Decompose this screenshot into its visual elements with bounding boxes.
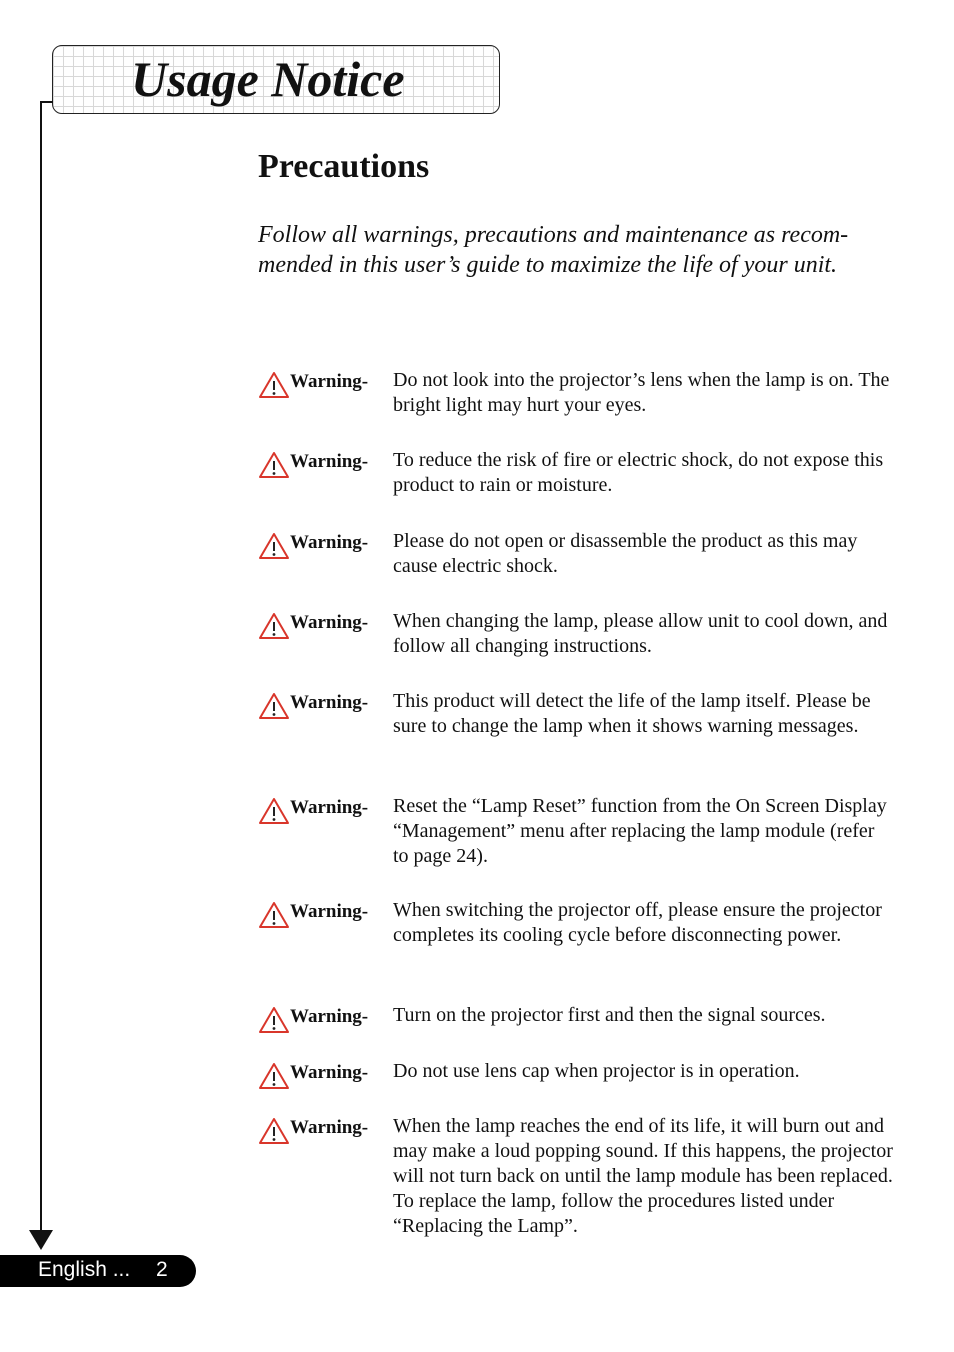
warning-label: Warning-	[290, 1062, 369, 1083]
title-box	[52, 45, 500, 114]
warning-label: Warning-	[290, 612, 369, 633]
warning-label: Warning-	[290, 1006, 369, 1027]
warning-text: When changing the lamp, please allow unit to cool down, and follow all changing instructions.	[393, 610, 888, 657]
section-heading: Precautions	[258, 148, 430, 185]
warning-text: To reduce the risk of fire or electric shock, do not expose this product to rain or moisture.	[393, 449, 884, 496]
warning-triangle-icon	[258, 451, 290, 479]
warning-text: Please do not open or disassemble the product as this may cause electric shock.	[393, 530, 858, 577]
footer-page-tab	[0, 1255, 196, 1287]
warning-triangle-icon	[258, 1117, 290, 1145]
warning-text: Reset the “Lamp Reset” function from the On Screen Display “Management” menu after replacing the lamp module (refer to page 24).	[393, 795, 887, 867]
warning-text: This product will detect the life of the lamp itself. Please be sure to change the lamp when it shows warning messages.	[393, 690, 871, 737]
warning-triangle-icon	[258, 1062, 290, 1090]
warning-triangle-icon	[258, 612, 290, 640]
warning-text: When the lamp reaches the end of its life, it will burn out and may make a loud popping sound. If this happens, the projector will not turn back on until the lamp module has been replaced. To replace the lamp, follow the procedures listed under “Replacing the Lamp”.	[393, 1115, 893, 1237]
warning-label: Warning-	[290, 692, 369, 713]
warning-label: Warning-	[290, 451, 369, 472]
warning-text: Do not use lens cap when projector is in operation.	[393, 1060, 800, 1082]
warning-triangle-icon	[258, 1006, 290, 1034]
warning-label: Warning-	[290, 532, 369, 553]
warning-label: Warning-	[290, 797, 369, 818]
footer-page-number: 2	[156, 1258, 168, 1281]
page-title: Usage Notice	[131, 51, 405, 107]
footer-language: English ...	[38, 1258, 131, 1281]
warning-text: Turn on the projector first and then the signal sources.	[393, 1004, 826, 1026]
warning-label: Warning-	[290, 1117, 369, 1138]
warning-triangle-icon	[258, 797, 290, 825]
warning-text: When switching the projector off, please ensure the projector completes its cooling cycle before disconnecting power.	[393, 899, 882, 946]
warning-triangle-icon	[258, 532, 290, 560]
side-rule	[40, 101, 42, 1233]
warning-label: Warning-	[290, 901, 369, 922]
side-rule-arrow-icon	[29, 1230, 53, 1250]
intro-paragraph: Follow all warnings, precautions and maintenance as recom-mended in this user’s guide to maximize the life of your unit.	[258, 222, 849, 278]
warning-triangle-icon	[258, 692, 290, 720]
warning-label: Warning-	[290, 371, 369, 392]
warning-triangle-icon	[258, 901, 290, 929]
warning-text: Do not look into the projector’s lens when the lamp is on. The bright light may hurt your eyes.	[393, 369, 890, 416]
warning-triangle-icon	[258, 371, 290, 399]
